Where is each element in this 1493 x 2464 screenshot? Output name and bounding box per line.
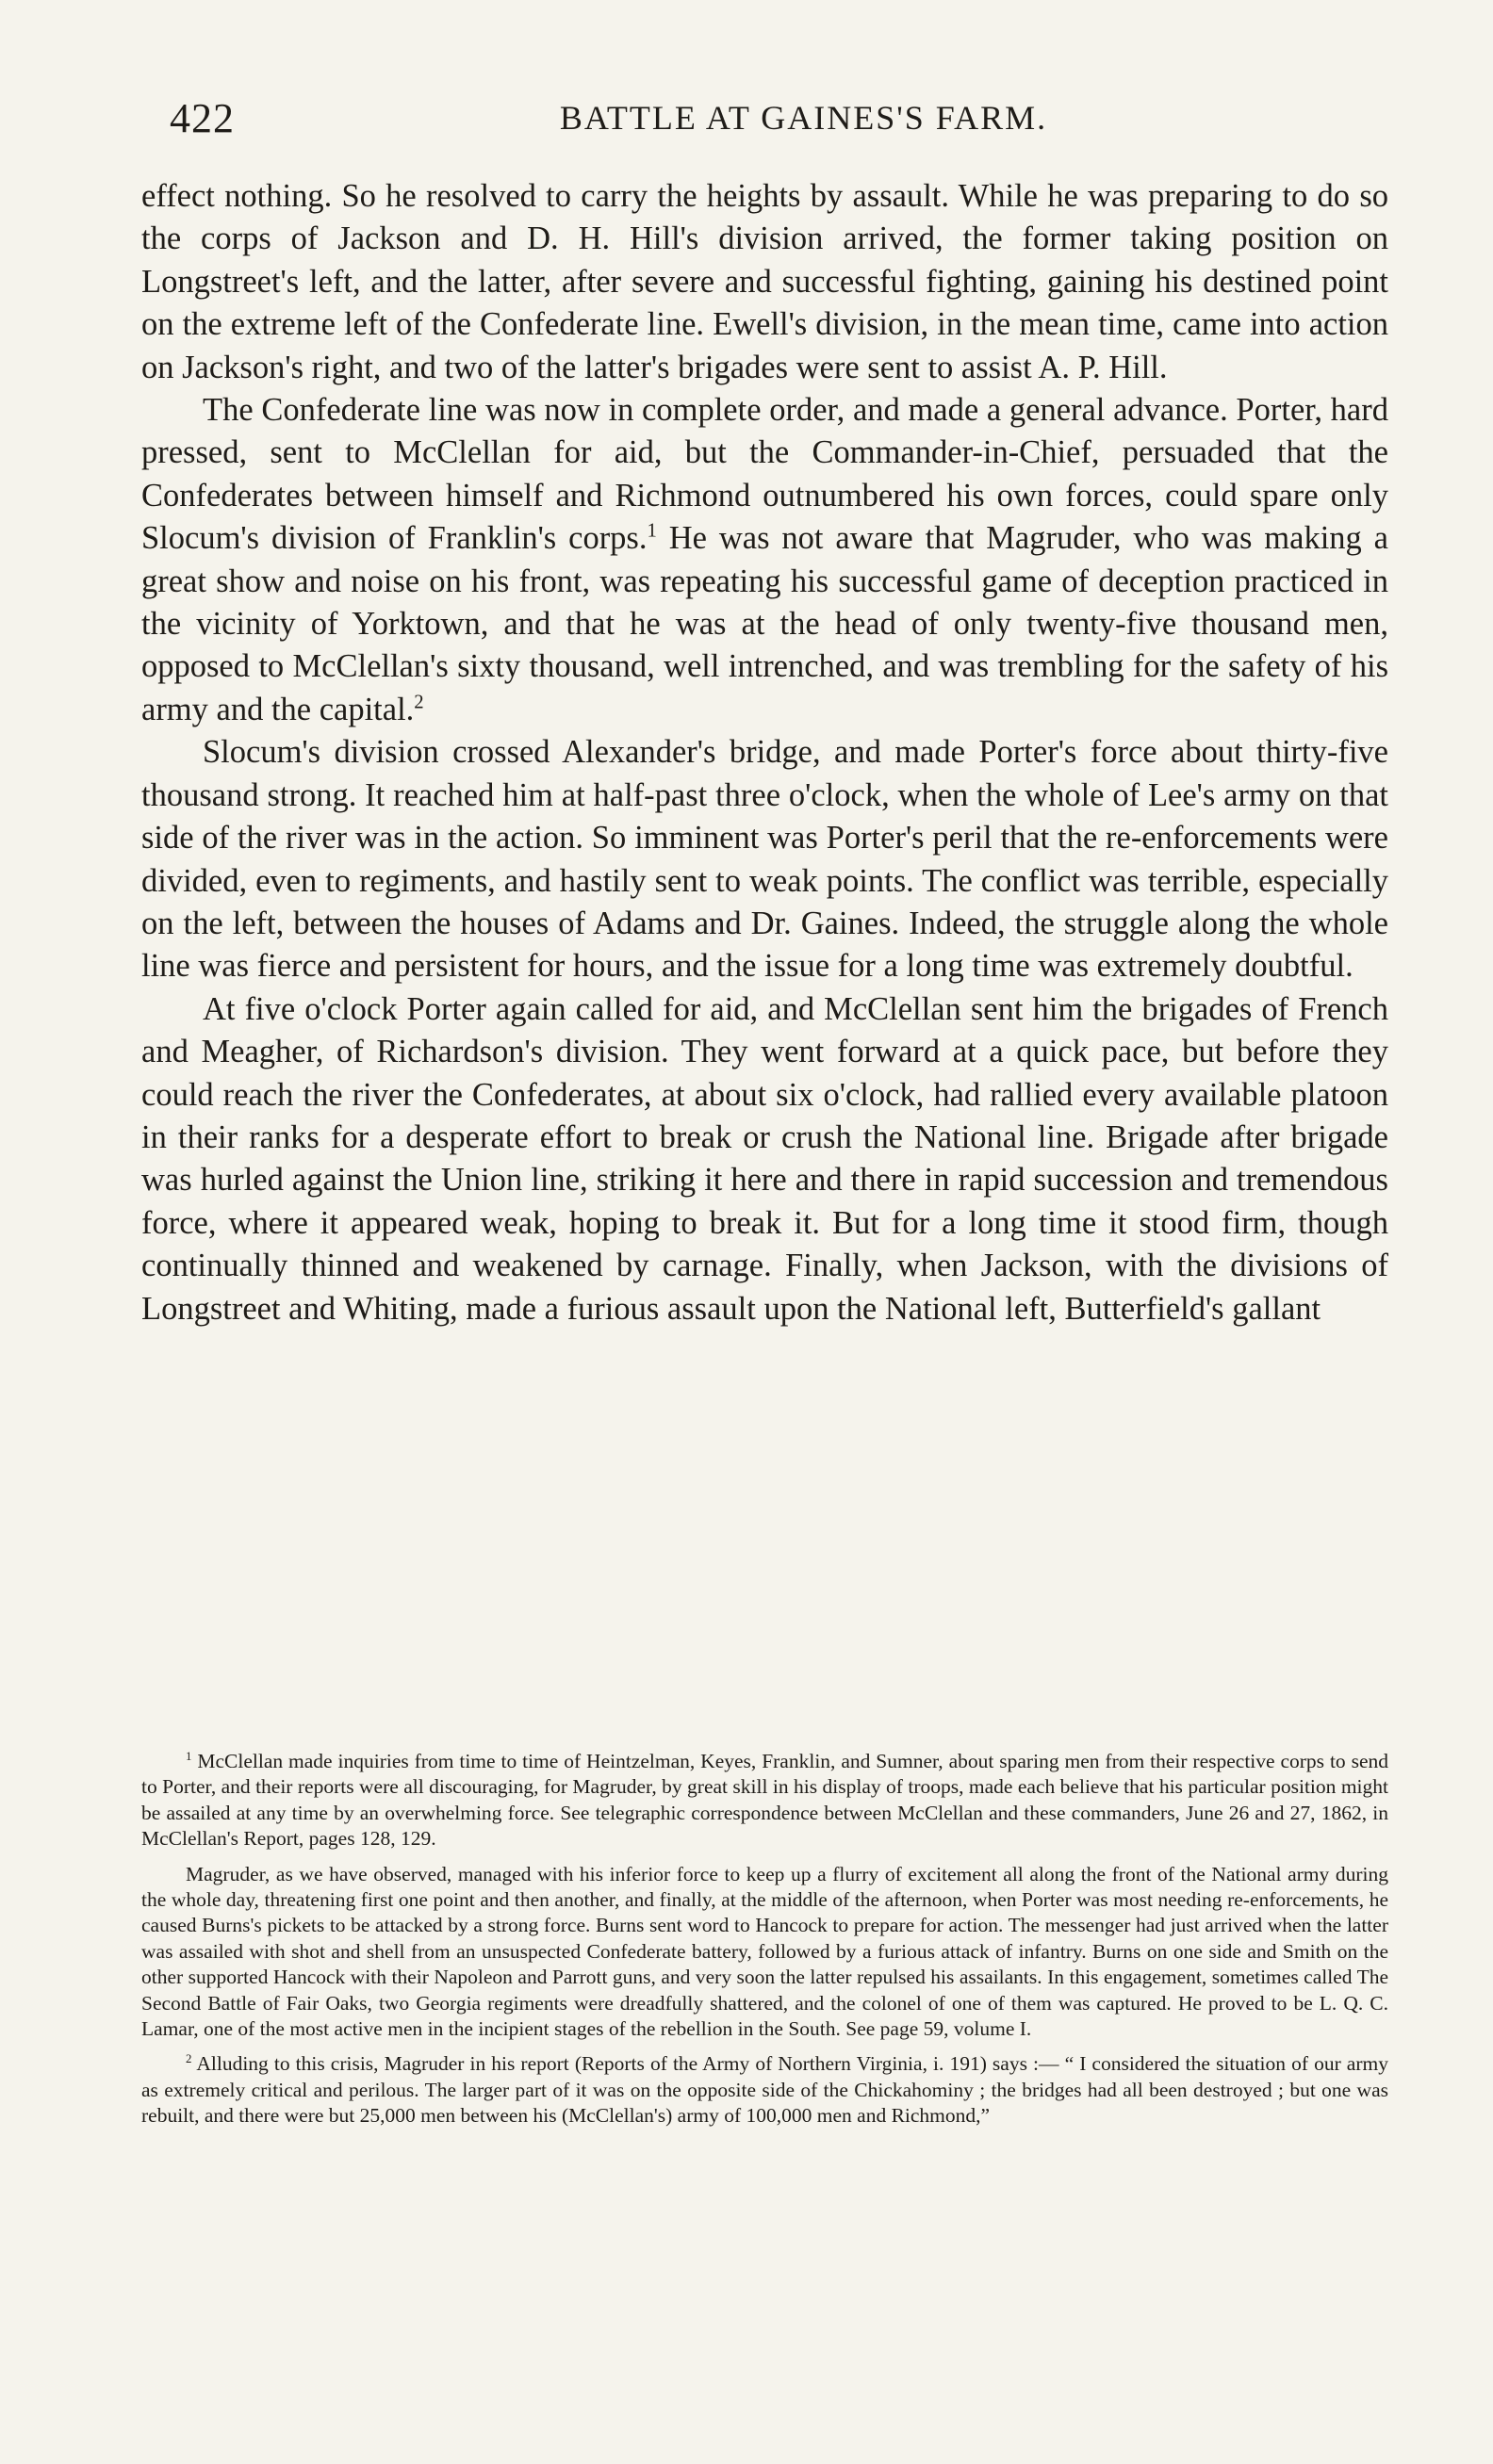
footnote-2 bbox=[141, 2051, 1388, 2129]
paragraph-2 bbox=[141, 389, 1388, 731]
page-number: 422 bbox=[170, 95, 235, 141]
paragraph-4: At five o'clock Porter again called for aid, and McClellan sent him the brigades of French and Meagher, of Richardson's division. They went forward at a quick pace, but before they could reach the river the Confederates, at about six o'clock, had rallied every available platoon in their ranks for a desperate effort to break or crush the National line. Brigade after brigade was hurled against the Union line, striking it here and there in rapid succession and tremendous force, where it appeared weak, hoping to break it. But for a long time it stood firm, though continually thinned and weakened by carnage. Finally, when Jackson, with the divisions of Longstreet and Whiting, made a furious assault upon the National left, Butterfield's gallant bbox=[141, 990, 1388, 1327]
footnote-1-continuation: Magruder, as we have observed, managed with his inferior force to keep up a flurry of excitement all along the front of the National army during the whole day, threatening first one point and then another, and finally, at the middle of the afternoon, when Porter was most needing re-enforcements, he caused Burns's pickets to be attacked by a strong force. Burns sent word to Hancock to prepare for action. The messenger had just arrived when the latter was assailed with shot and shell from an unsuspected Confederate battery, followed by a furious attack of infantry. Burns on one side and Smith on the other supported Hancock with their Napoleon and Parrott guns, and very soon the latter repulsed his assailants. In this engagement, sometimes called The Second Battle of Fair Oaks, two Georgia regiments were dreadfully shattered, and the colonel of one of them was captured. He proved to be L. Q. C. Lamar, one of the most active men in the incipient stages of the rebellion in the South. See page 59, volume I. bbox=[141, 1862, 1388, 2041]
footnote-2-text: Alluding to this crisis, Magruder in his report (Reports of the Army of Northern Virginia, i. 191) says :— “ I considered the situation of our army as extremely critical and perilous. The larger part of it was on the opposite side of the Chickahominy ; the bridges had all been destroyed ; but one was rebuilt, and there were but 25,000 men between his (McClellan's) army of 100,000 men and Richmond,” bbox=[141, 2052, 1388, 2128]
footnote-ref-1: 1 bbox=[647, 520, 657, 542]
paragraph-3: Slocum's division crossed Alexander's bridge, and made Porter's force about thirty-five thousand strong. It reached him at half-past three o'clock, when the whole of Lee's army on that side of the river was in the action. So imminent was Porter's peril that the re-enforcements were divided, even to regiments, and hastily sent to weak points. The conflict was terrible, especially on the left, between the houses of Adams and Dr. Gaines. Indeed, the struggle along the whole line was fierce and persistent for hours, and the issue for a long time was extremely doubtful. bbox=[141, 734, 1388, 985]
footnote-1 bbox=[141, 1749, 1388, 1852]
footnote-2-marker: 2 bbox=[186, 2052, 192, 2066]
paragraph-1: effect nothing. So he resolved to carry the heights by assault. While he was preparing to do so the corps of Jackson and D. H. Hill's division arrived, the former taking position on Longstreet's left, and the latter, after severe and successful fighting, gaining his destined point on the extreme left of the Confederate line. Ewell's division, in the mean time, came into action on Jackson's right, and two of the latter's brigades were sent to assist A. P. Hill. bbox=[141, 178, 1388, 385]
paragraph-2-part-a: The Confederate line was now in complete order, and made a general advance. Porter, hard pressed, sent to McClellan for aid, but the Commander-in-Chief, persuaded that the Confederates between himself and Richmond outnumbered his own forces, could spare only Slocum's division of Franklin's corps. bbox=[141, 392, 1388, 557]
paragraph-2-part-b: He was not aware that Magruder, who was making a great show and noise on his front, was repeating his successful game of deception practiced in the vicinity of Yorktown, and that he was at the head of only twenty-five thousand men, opposed to McClellan's sixty thousand, well intrenched, and was trembling for the safety of his army and the capital. bbox=[141, 520, 1388, 727]
footnote-1-text: McClellan made inquiries from time to time of Heintzelman, Keyes, Franklin, and Sumner, about sparing men from their respective corps to send to Porter, and their reports were all discouraging, for Magruder, by great skill in his display of troops, made each believe that his particular position might be assailed at any time by an overwhelming force. See telegraphic correspondence between McClellan and these commanders, June 26 and 27, 1862, in McClellan's Report, pages 128, 129. bbox=[141, 1750, 1388, 1851]
footnote-ref-2: 2 bbox=[414, 692, 424, 713]
main-text bbox=[141, 175, 1388, 1330]
footnote-1-marker: 1 bbox=[186, 1749, 192, 1763]
running-title: BATTLE AT GAINES'S FARM. bbox=[559, 99, 1048, 137]
footnotes bbox=[141, 1749, 1388, 2129]
page-header bbox=[170, 94, 1400, 151]
